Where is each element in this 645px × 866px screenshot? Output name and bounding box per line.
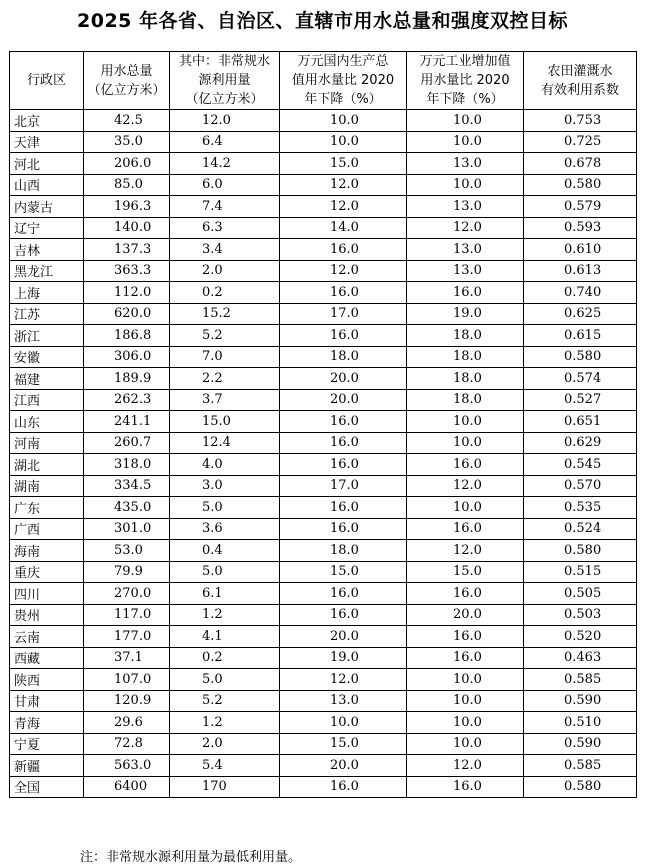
region-cell: 青海 [10, 712, 84, 734]
total-water-cell: 318.0 [84, 454, 170, 476]
header-gdp-line2: 值用水量比 2020 [291, 73, 395, 88]
total-water-cell: 270.0 [84, 583, 170, 605]
industry-reduction-cell: 16.0 [407, 282, 524, 304]
nonconventional-cell: 6.3 [170, 217, 280, 239]
region-cell: 北京 [10, 110, 84, 132]
industry-reduction-cell: 10.0 [407, 669, 524, 691]
header-industry-reduction [407, 52, 524, 110]
total-water-cell: 363.3 [84, 260, 170, 282]
nonconventional-cell: 14.2 [170, 153, 280, 175]
industry-reduction-cell: 16.0 [407, 518, 524, 540]
total-water-cell: 79.9 [84, 561, 170, 583]
table-row [10, 325, 637, 347]
total-water-cell: 262.3 [84, 389, 170, 411]
nonconventional-cell: 5.0 [170, 497, 280, 519]
table-row [10, 260, 637, 282]
gdp-reduction-cell: 12.0 [280, 669, 407, 691]
total-water-cell: 72.8 [84, 733, 170, 755]
gdp-reduction-cell: 18.0 [280, 346, 407, 368]
table-row [10, 454, 637, 476]
region-cell: 湖北 [10, 454, 84, 476]
gdp-reduction-cell: 10.0 [280, 712, 407, 734]
total-water-cell: 112.0 [84, 282, 170, 304]
irrigation-coefficient-cell: 0.590 [524, 690, 637, 712]
nonconventional-cell: 6.4 [170, 131, 280, 153]
total-water-cell: 563.0 [84, 755, 170, 777]
total-water-cell: 137.3 [84, 239, 170, 261]
nonconventional-cell: 12.4 [170, 432, 280, 454]
industry-reduction-cell: 10.0 [407, 432, 524, 454]
nonconventional-cell: 3.7 [170, 389, 280, 411]
footnote: 注：非常规水源利用量为最低利用量。 [80, 850, 302, 865]
total-water-cell: 35.0 [84, 131, 170, 153]
nonconventional-cell: 2.0 [170, 733, 280, 755]
nonconventional-cell: 0.4 [170, 540, 280, 562]
header-ind-line1: 万元工业增加值 [419, 54, 511, 69]
irrigation-coefficient-cell: 0.625 [524, 303, 637, 325]
industry-reduction-cell: 10.0 [407, 110, 524, 132]
table-row [10, 217, 637, 239]
total-water-cell: 117.0 [84, 604, 170, 626]
table-body [10, 110, 637, 798]
industry-reduction-cell: 10.0 [407, 174, 524, 196]
region-cell: 福建 [10, 368, 84, 390]
gdp-reduction-cell: 20.0 [280, 389, 407, 411]
industry-reduction-cell: 10.0 [407, 733, 524, 755]
irrigation-coefficient-cell: 0.580 [524, 776, 637, 798]
region-cell: 吉林 [10, 239, 84, 261]
total-water-cell: 189.9 [84, 368, 170, 390]
nonconventional-cell: 0.2 [170, 282, 280, 304]
table-row [10, 712, 637, 734]
irrigation-coefficient-cell: 0.678 [524, 153, 637, 175]
total-water-cell: 196.3 [84, 196, 170, 218]
table-row [10, 282, 637, 304]
nonconventional-cell: 12.0 [170, 110, 280, 132]
header-nonconventional [170, 52, 280, 110]
region-cell: 四川 [10, 583, 84, 605]
industry-reduction-cell: 18.0 [407, 325, 524, 347]
header-irr-line1: 农田灌溉水 [547, 63, 613, 79]
region-cell: 安徽 [10, 346, 84, 368]
industry-reduction-cell: 12.0 [407, 475, 524, 497]
nonconventional-cell: 15.0 [170, 411, 280, 433]
nonconventional-cell: 0.2 [170, 647, 280, 669]
table-row [10, 411, 637, 433]
table-row [10, 110, 637, 132]
total-water-cell: 301.0 [84, 518, 170, 540]
header-ind-line2: 用水量比 2020 [420, 73, 510, 88]
gdp-reduction-cell: 12.0 [280, 260, 407, 282]
irrigation-coefficient-cell: 0.574 [524, 368, 637, 390]
region-cell: 宁夏 [10, 733, 84, 755]
irrigation-coefficient-cell: 0.503 [524, 604, 637, 626]
total-water-cell: 206.0 [84, 153, 170, 175]
gdp-reduction-cell: 20.0 [280, 755, 407, 777]
region-cell: 上海 [10, 282, 84, 304]
total-water-cell: 85.0 [84, 174, 170, 196]
irrigation-coefficient-cell: 0.580 [524, 540, 637, 562]
gdp-reduction-cell: 20.0 [280, 626, 407, 648]
gdp-reduction-cell: 15.0 [280, 153, 407, 175]
total-water-cell: 6400 [84, 776, 170, 798]
irrigation-coefficient-cell: 0.740 [524, 282, 637, 304]
region-cell: 全国 [10, 776, 84, 798]
irrigation-coefficient-cell: 0.510 [524, 712, 637, 734]
nonconventional-cell: 4.0 [170, 454, 280, 476]
region-cell: 云南 [10, 626, 84, 648]
region-cell: 山西 [10, 174, 84, 196]
industry-reduction-cell: 10.0 [407, 690, 524, 712]
industry-reduction-cell: 12.0 [407, 755, 524, 777]
nonconventional-cell: 15.2 [170, 303, 280, 325]
nonconventional-cell: 3.4 [170, 239, 280, 261]
nonconventional-cell: 3.6 [170, 518, 280, 540]
gdp-reduction-cell: 16.0 [280, 497, 407, 519]
gdp-reduction-cell: 10.0 [280, 110, 407, 132]
nonconventional-cell: 5.4 [170, 755, 280, 777]
header-total-water [84, 52, 170, 110]
table-row [10, 583, 637, 605]
total-water-cell: 107.0 [84, 669, 170, 691]
gdp-reduction-cell: 10.0 [280, 131, 407, 153]
industry-reduction-cell: 18.0 [407, 389, 524, 411]
gdp-reduction-cell: 12.0 [280, 196, 407, 218]
header-total-line1: 用水总量 [100, 63, 153, 79]
irrigation-coefficient-cell: 0.725 [524, 131, 637, 153]
gdp-reduction-cell: 16.0 [280, 282, 407, 304]
table-row [10, 647, 637, 669]
irrigation-coefficient-cell: 0.610 [524, 239, 637, 261]
table-row [10, 389, 637, 411]
region-cell: 辽宁 [10, 217, 84, 239]
region-cell: 江西 [10, 389, 84, 411]
total-water-cell: 37.1 [84, 647, 170, 669]
industry-reduction-cell: 13.0 [407, 260, 524, 282]
total-water-cell: 334.5 [84, 475, 170, 497]
region-cell: 天津 [10, 131, 84, 153]
nonconventional-cell: 1.2 [170, 712, 280, 734]
table-row [10, 174, 637, 196]
nonconventional-cell: 2.0 [170, 260, 280, 282]
total-water-cell: 29.6 [84, 712, 170, 734]
total-water-cell: 140.0 [84, 217, 170, 239]
nonconventional-cell: 7.4 [170, 196, 280, 218]
irrigation-coefficient-cell: 0.651 [524, 411, 637, 433]
region-cell: 新疆 [10, 755, 84, 777]
table-row [10, 346, 637, 368]
nonconventional-cell: 5.2 [170, 325, 280, 347]
irrigation-coefficient-cell: 0.629 [524, 432, 637, 454]
gdp-reduction-cell: 16.0 [280, 604, 407, 626]
table-row [10, 196, 637, 218]
table-row [10, 497, 637, 519]
irrigation-coefficient-cell: 0.585 [524, 669, 637, 691]
nonconventional-cell: 6.0 [170, 174, 280, 196]
nonconventional-cell: 4.1 [170, 626, 280, 648]
region-cell: 浙江 [10, 325, 84, 347]
gdp-reduction-cell: 16.0 [280, 432, 407, 454]
table-row [10, 561, 637, 583]
region-cell: 湖南 [10, 475, 84, 497]
region-cell: 河南 [10, 432, 84, 454]
table-row [10, 776, 637, 798]
header-nonconv-line3: （亿立方米） [185, 92, 264, 107]
gdp-reduction-cell: 12.0 [280, 174, 407, 196]
industry-reduction-cell: 10.0 [407, 497, 524, 519]
irrigation-coefficient-cell: 0.463 [524, 647, 637, 669]
total-water-cell: 186.8 [84, 325, 170, 347]
region-cell: 重庆 [10, 561, 84, 583]
table-row [10, 303, 637, 325]
nonconventional-cell: 170 [170, 776, 280, 798]
region-cell: 贵州 [10, 604, 84, 626]
irrigation-coefficient-cell: 0.580 [524, 174, 637, 196]
header-irr-line2: 有效利用系数 [540, 82, 619, 98]
gdp-reduction-cell: 17.0 [280, 303, 407, 325]
table-row [10, 153, 637, 175]
header-nonconv-line1: 其中：非常规水 [178, 54, 270, 69]
gdp-reduction-cell: 14.0 [280, 217, 407, 239]
header-total-line2: （亿立方米） [87, 82, 166, 98]
header-gdp-reduction [280, 52, 407, 110]
region-cell: 陕西 [10, 669, 84, 691]
irrigation-coefficient-cell: 0.590 [524, 733, 637, 755]
gdp-reduction-cell: 13.0 [280, 690, 407, 712]
irrigation-coefficient-cell: 0.580 [524, 346, 637, 368]
region-cell: 山东 [10, 411, 84, 433]
table-row [10, 540, 637, 562]
industry-reduction-cell: 18.0 [407, 368, 524, 390]
targets-table [9, 51, 637, 798]
header-region: 行政区 [10, 52, 84, 110]
irrigation-coefficient-cell: 0.593 [524, 217, 637, 239]
industry-reduction-cell: 13.0 [407, 239, 524, 261]
table-row [10, 432, 637, 454]
total-water-cell: 53.0 [84, 540, 170, 562]
page-title: 2025 年各省、自治区、直辖市用水总量和强度双控目标 [77, 10, 568, 32]
region-cell: 内蒙古 [10, 196, 84, 218]
industry-reduction-cell: 16.0 [407, 647, 524, 669]
region-cell: 广西 [10, 518, 84, 540]
total-water-cell: 241.1 [84, 411, 170, 433]
industry-reduction-cell: 15.0 [407, 561, 524, 583]
table-row [10, 626, 637, 648]
irrigation-coefficient-cell: 0.570 [524, 475, 637, 497]
industry-reduction-cell: 20.0 [407, 604, 524, 626]
industry-reduction-cell: 10.0 [407, 712, 524, 734]
nonconventional-cell: 6.1 [170, 583, 280, 605]
gdp-reduction-cell: 17.0 [280, 475, 407, 497]
region-cell: 甘肃 [10, 690, 84, 712]
industry-reduction-cell: 16.0 [407, 626, 524, 648]
header-irrigation-coefficient [524, 52, 637, 110]
irrigation-coefficient-cell: 0.524 [524, 518, 637, 540]
table-row [10, 669, 637, 691]
industry-reduction-cell: 16.0 [407, 583, 524, 605]
gdp-reduction-cell: 16.0 [280, 411, 407, 433]
irrigation-coefficient-cell: 0.613 [524, 260, 637, 282]
gdp-reduction-cell: 16.0 [280, 583, 407, 605]
table-row [10, 131, 637, 153]
nonconventional-cell: 1.2 [170, 604, 280, 626]
table-row [10, 755, 637, 777]
irrigation-coefficient-cell: 0.527 [524, 389, 637, 411]
total-water-cell: 260.7 [84, 432, 170, 454]
nonconventional-cell: 5.2 [170, 690, 280, 712]
gdp-reduction-cell: 15.0 [280, 561, 407, 583]
region-cell: 海南 [10, 540, 84, 562]
table-row [10, 368, 637, 390]
industry-reduction-cell: 13.0 [407, 153, 524, 175]
nonconventional-cell: 7.0 [170, 346, 280, 368]
industry-reduction-cell: 16.0 [407, 454, 524, 476]
gdp-reduction-cell: 18.0 [280, 540, 407, 562]
region-cell: 江苏 [10, 303, 84, 325]
irrigation-coefficient-cell: 0.520 [524, 626, 637, 648]
irrigation-coefficient-cell: 0.579 [524, 196, 637, 218]
header-nonconv-line2: 源利用量 [198, 73, 251, 88]
table-row [10, 690, 637, 712]
industry-reduction-cell: 19.0 [407, 303, 524, 325]
total-water-cell: 120.9 [84, 690, 170, 712]
table-row [10, 239, 637, 261]
irrigation-coefficient-cell: 0.585 [524, 755, 637, 777]
gdp-reduction-cell: 15.0 [280, 733, 407, 755]
region-cell: 河北 [10, 153, 84, 175]
header-gdp-line3: 年下降（%） [304, 92, 382, 107]
total-water-cell: 42.5 [84, 110, 170, 132]
nonconventional-cell: 3.0 [170, 475, 280, 497]
table-row [10, 604, 637, 626]
industry-reduction-cell: 18.0 [407, 346, 524, 368]
gdp-reduction-cell: 16.0 [280, 239, 407, 261]
irrigation-coefficient-cell: 0.545 [524, 454, 637, 476]
table-row [10, 733, 637, 755]
nonconventional-cell: 2.2 [170, 368, 280, 390]
total-water-cell: 306.0 [84, 346, 170, 368]
gdp-reduction-cell: 16.0 [280, 518, 407, 540]
irrigation-coefficient-cell: 0.753 [524, 110, 637, 132]
gdp-reduction-cell: 20.0 [280, 368, 407, 390]
region-cell: 黑龙江 [10, 260, 84, 282]
total-water-cell: 620.0 [84, 303, 170, 325]
industry-reduction-cell: 12.0 [407, 217, 524, 239]
header-ind-line3: 年下降（%） [426, 92, 504, 107]
total-water-cell: 177.0 [84, 626, 170, 648]
region-cell: 西藏 [10, 647, 84, 669]
gdp-reduction-cell: 16.0 [280, 325, 407, 347]
header-gdp-line1: 万元国内生产总 [297, 54, 389, 69]
irrigation-coefficient-cell: 0.515 [524, 561, 637, 583]
gdp-reduction-cell: 16.0 [280, 776, 407, 798]
irrigation-coefficient-cell: 0.505 [524, 583, 637, 605]
irrigation-coefficient-cell: 0.535 [524, 497, 637, 519]
irrigation-coefficient-cell: 0.615 [524, 325, 637, 347]
industry-reduction-cell: 10.0 [407, 131, 524, 153]
industry-reduction-cell: 13.0 [407, 196, 524, 218]
industry-reduction-cell: 16.0 [407, 776, 524, 798]
table-row [10, 518, 637, 540]
total-water-cell: 435.0 [84, 497, 170, 519]
industry-reduction-cell: 12.0 [407, 540, 524, 562]
region-cell: 广东 [10, 497, 84, 519]
table-row [10, 475, 637, 497]
nonconventional-cell: 5.0 [170, 669, 280, 691]
gdp-reduction-cell: 19.0 [280, 647, 407, 669]
nonconventional-cell: 5.0 [170, 561, 280, 583]
gdp-reduction-cell: 16.0 [280, 454, 407, 476]
industry-reduction-cell: 10.0 [407, 411, 524, 433]
